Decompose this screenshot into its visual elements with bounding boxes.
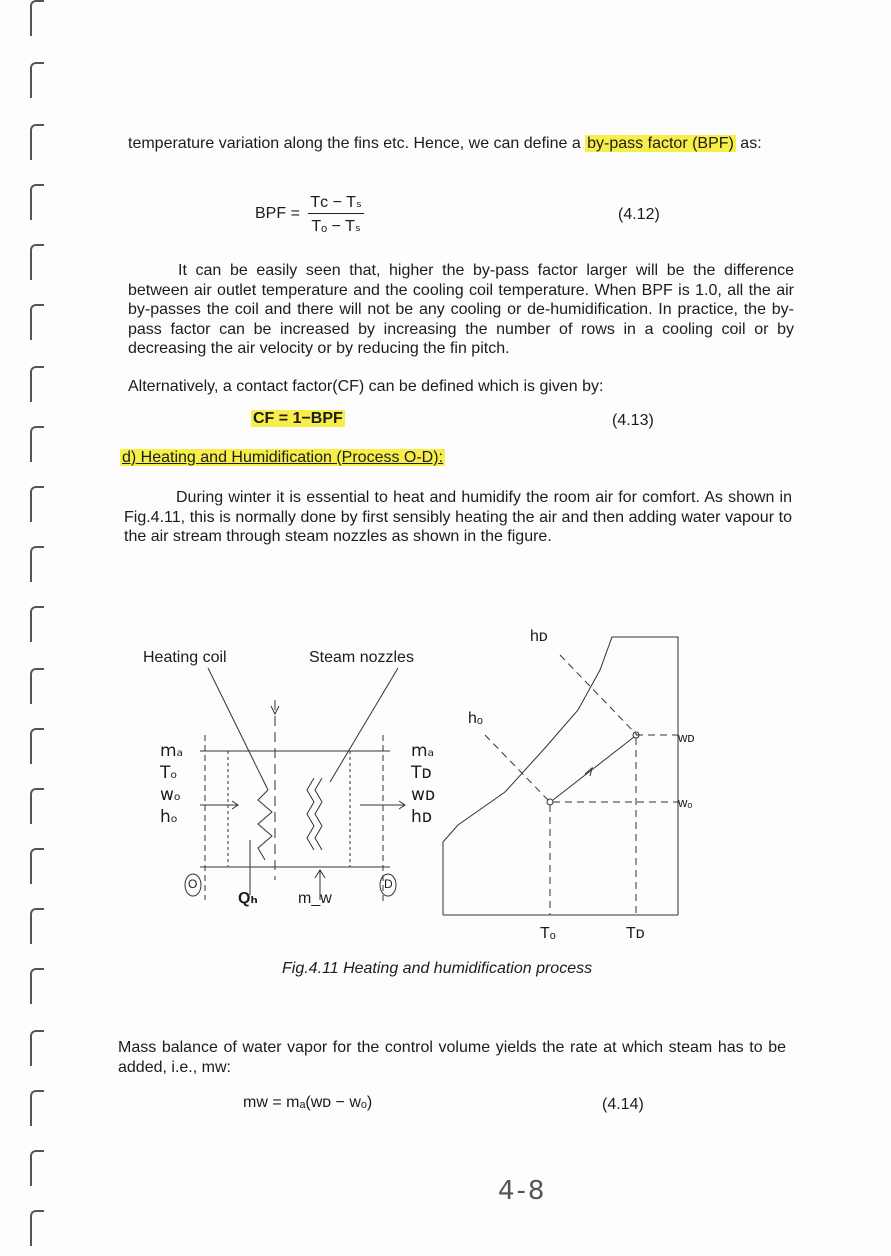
outlet-port-label: D — [384, 877, 393, 891]
steam-nozzles-label: Steam nozzles — [309, 649, 414, 666]
para1-pre: temperature variation along the fins etc. Hence, we can define a — [128, 135, 586, 152]
page-number: 4-8 — [498, 1176, 547, 1206]
equation-bpf-denominator: Tₒ − Tₛ — [311, 218, 361, 235]
enthalpy-D-label: hᴅ — [530, 628, 548, 645]
equation-bpf-numerator: Tᴄ − Tₛ — [308, 192, 363, 214]
heating-coil-shape — [258, 790, 272, 860]
steam-nozzle-shape — [315, 778, 322, 850]
paragraph-bpf-explanation: It can be easily seen that, higher the by-pass factor larger will be the difference between air outlet temperature and the cooling coil temperature. When BPF is 1.0, all the air by-passes the coil and there will not be any cooling or de-humidification. In practice, the by-pass factor can be increased by increasing the number of rows in a cooling coil or by decreasing the air velocity or by reducing the fin pitch. — [128, 262, 794, 357]
figure-caption: Fig.4.11 Heating and humidification process — [282, 960, 593, 977]
heating-coil-label: Heating coil — [143, 649, 227, 666]
temperature-O-label: Tₒ — [540, 925, 556, 942]
paragraph-winter-process: During winter it is essential to heat and humidify the room air for comfort. As shown in Fig.4.11, this is normally done by first sensibly heating the air and then adding water vapour to the air stream through steam nozzles as shown in the figure. — [124, 489, 792, 545]
inlet-enthalpy: hₒ — [160, 807, 178, 827]
section-heading-text: d) Heating and Humidification (Process O-D): — [122, 449, 444, 466]
inlet-mass-flow: mₐ — [160, 741, 184, 761]
equation-number-4-13: (4.13) — [612, 412, 654, 429]
steam-mass-flow-label: m_w — [298, 890, 332, 907]
para1-post: as: — [735, 135, 762, 152]
bpf-highlight: by-pass factor (BPF) — [587, 135, 734, 152]
temperature-D-label: Tᴅ — [626, 925, 645, 942]
state-point-O — [547, 799, 553, 805]
equation-bpf-lhs: BPF = — [255, 205, 300, 223]
humidity-O-label: wₒ — [678, 795, 693, 810]
enthalpy-O-label: hₒ — [468, 710, 483, 727]
psychro-chart-outline — [443, 637, 678, 915]
equation-number-4-12: (4.12) — [618, 206, 660, 223]
paragraph-mass-balance: Mass balance of water vapor for the control volume yields the rate at which steam has to be added, i.e., mᴡ: — [118, 1039, 786, 1076]
hO-line — [485, 735, 550, 802]
equation-cf-text: CF = 1−BPF — [253, 410, 343, 427]
outlet-temperature: Tᴅ — [411, 763, 432, 783]
heat-input-label: Qₕ — [238, 890, 258, 907]
inlet-port-label: O — [188, 877, 198, 891]
equation-steam-rate: mᴡ = mₐ(wᴅ − wₒ) — [243, 1094, 373, 1111]
equation-number-4-14: (4.14) — [602, 1096, 644, 1113]
heating-coil-leader — [208, 668, 268, 790]
process-line-O-D — [553, 737, 634, 800]
inlet-humidity-ratio: wₒ — [160, 785, 181, 805]
outlet-mass-flow: mₐ — [411, 741, 435, 761]
paragraph-contact-factor: Alternatively, a contact factor(CF) can be defined which is given by: — [128, 378, 604, 395]
outlet-humidity-ratio: wᴅ — [411, 785, 436, 805]
humidity-D-label: wᴅ — [678, 730, 695, 745]
outlet-enthalpy: hᴅ — [411, 807, 433, 827]
steam-nozzle-leader — [330, 668, 398, 782]
steam-nozzle-shape-2 — [307, 778, 314, 850]
inlet-temperature: Tₒ — [160, 763, 178, 783]
hD-line — [560, 655, 637, 735]
